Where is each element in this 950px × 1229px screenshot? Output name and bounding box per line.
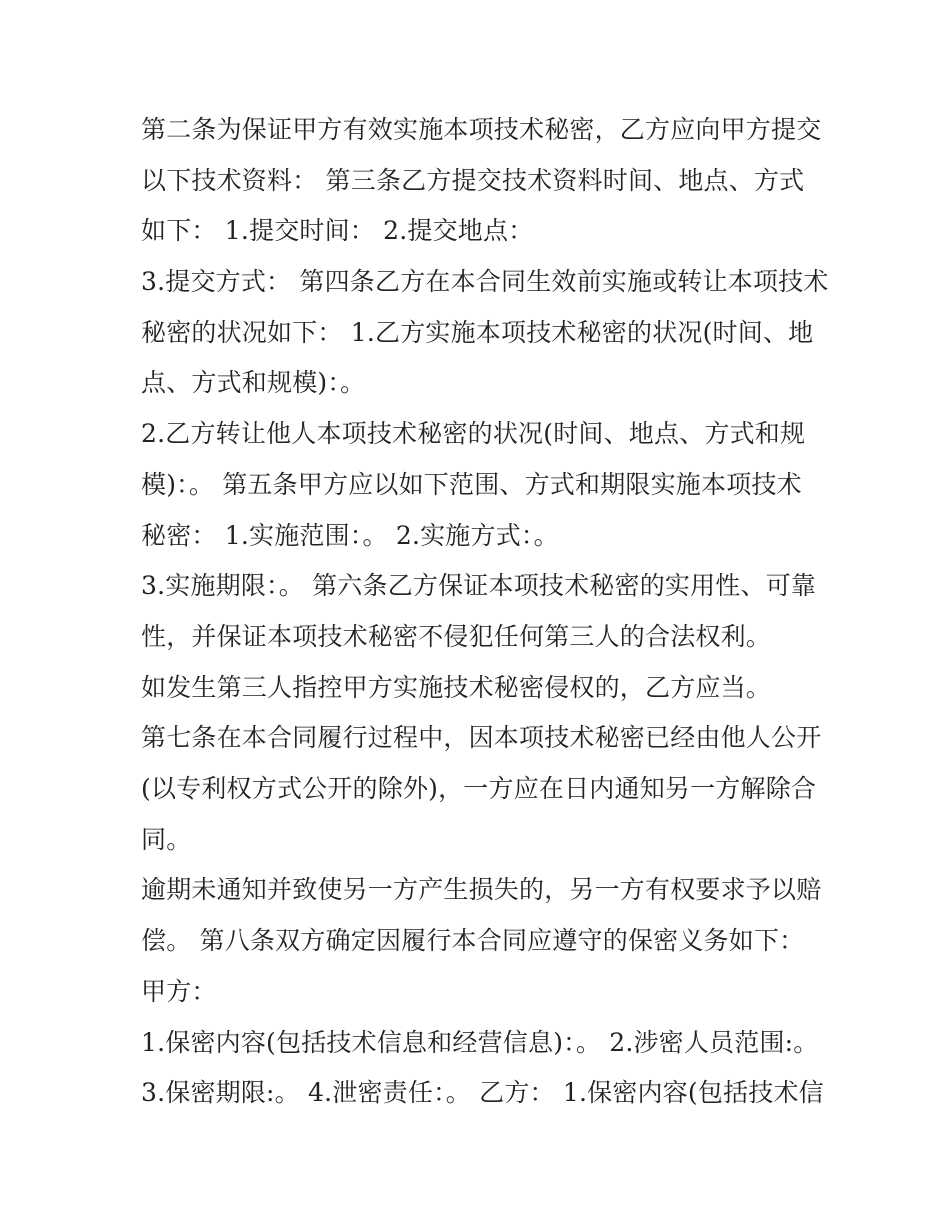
text-line: 逾期未通知并致使另一方产生损失的，另一方有权要求予以赔 <box>141 875 822 904</box>
text-line: 第二条为保证甲方有效实施本项技术秘密，乙方应向甲方提交 <box>141 115 822 144</box>
text-line: 如下： 1.提交时间： 2.提交地点： <box>141 216 534 245</box>
text-line: 如发生第三人指控甲方实施技术秘密侵权的，乙方应当。 <box>141 673 772 702</box>
text-line: (以专利权方式公开的除外)，一方应在日内通知另一方解除合 <box>141 774 817 803</box>
text-line: 2.乙方转让他人本项技术秘密的状况(时间、地点、方式和规 <box>141 419 806 448</box>
text-line: 秘密的状况如下： 1.乙方实施本项技术秘密的状况(时间、地 <box>141 318 814 347</box>
text-line: 性，并保证本项技术秘密不侵犯任何第三人的合法权利。 <box>141 622 772 651</box>
text-line: 秘密： 1.实施范围：。 2.实施方式：。 <box>141 521 559 550</box>
text-line: 偿。 第八条双方确定因履行本合同应遵守的保密义务如下： <box>141 926 805 955</box>
text-line: 点、方式和规模)：。 <box>141 368 366 397</box>
text-line: 模)：。 第五条甲方应以如下范围、方式和期限实施本项技术 <box>141 470 802 499</box>
text-line: 同。 <box>141 825 192 854</box>
text-line: 1.保密内容(包括技术信息和经营信息)：。 2.涉密人员范围:。 <box>141 1028 819 1057</box>
text-line: 以下技术资料： 第三条乙方提交技术资料时间、地点、方式 <box>141 166 805 195</box>
text-line: 甲方： <box>141 977 217 1006</box>
text-line: 3.提交方式： 第四条乙方在本合同生效前实施或转让本项技术 <box>141 267 829 296</box>
text-line: 3.保密期限:。 4.泄密责任：。 乙方： 1.保密内容(包括技术信 <box>141 1078 824 1107</box>
text-line: 3.实施期限：。 第六条乙方保证本项技术秘密的实用性、可靠 <box>141 571 817 600</box>
text-line: 第七条在本合同履行过程中，因本项技术秘密已经由他人公开 <box>141 723 822 752</box>
